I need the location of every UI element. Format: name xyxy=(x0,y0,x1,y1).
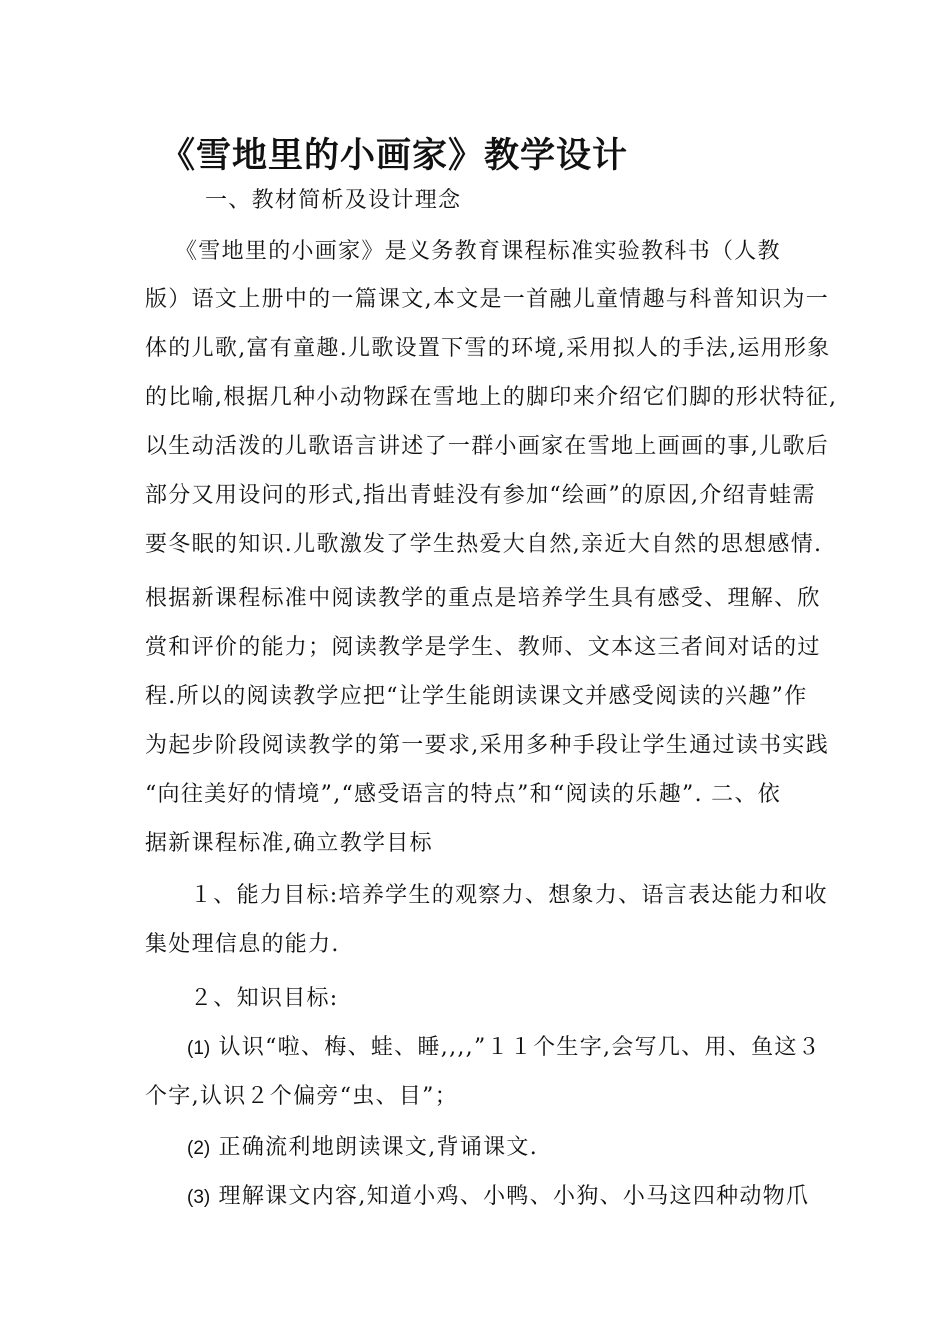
paragraph-line: 程.所以的阅读教学应把“让学生能朗读课文并感受阅读的兴趣”作 xyxy=(145,684,808,709)
paragraph-line: 以生动活泼的儿歌语言讲述了一群小画家在雪地上画画的事,儿歌后 xyxy=(145,434,829,459)
paragraph-line: 据新课程标准,确立教学目标 xyxy=(145,831,433,856)
paragraph-line: 部分又用设问的形式,指出青蛙没有参加“绘画”的原因,介绍青蛙需 xyxy=(145,483,816,508)
list-item-2 xyxy=(187,1133,857,1164)
goal1-line: １、能力目标:培养学生的观察力、想象力、语言表达能力和收 xyxy=(190,883,828,908)
paragraph-line: 为起步阶段阅读教学的第一要求,采用多种手段让学生通过读书实践 xyxy=(145,733,829,758)
item2-marker: (2) xyxy=(187,1138,211,1159)
paragraph-line: 赏和评价的能力；阅读教学是学生、教师、文本这三者间对话的过 xyxy=(145,635,821,660)
paragraph-line: 要冬眠的知识.儿歌激发了学生热爱大自然,亲近大自然的思想感情. xyxy=(145,532,823,557)
item1-marker: (1) xyxy=(187,1038,211,1059)
item2-text: 正确流利地朗读课文,背诵课文. xyxy=(218,1135,539,1160)
paragraph-line: “向往美好的情境”,“感受语言的特点”和“阅读的乐趣”. 二、依 xyxy=(145,782,782,807)
paragraph-line: 《雪地里的小画家》是义务教育课程标准实验教科书（人教 xyxy=(175,239,781,264)
item1-continuation: 个字,认识２个偏旁“虫、目”； xyxy=(145,1084,458,1109)
list-item-3 xyxy=(187,1182,857,1213)
paragraph-line: 根据新课程标准中阅读教学的重点是培养学生具有感受、理解、欣 xyxy=(145,586,821,611)
goal2-heading: ２、知识目标: xyxy=(190,986,339,1011)
list-item-1 xyxy=(187,1033,857,1064)
item1-text: 认识“啦、梅、蛙、睡,,,,”１１个生字,会写几、用、鱼这３ xyxy=(218,1035,821,1060)
document-title: 《雪地里的小画家》教学设计 xyxy=(160,135,629,176)
goal1-line: 集处理信息的能力. xyxy=(145,932,340,957)
item3-marker: (3) xyxy=(187,1187,211,1208)
paragraph-line: 版）语文上册中的一篇课文,本文是一首融儿童情趣与科普知识为一 xyxy=(145,287,829,312)
paragraph-line: 体的儿歌,富有童趣.儿歌设置下雪的环境,采用拟人的手法,运用形象 xyxy=(145,336,831,361)
section1-heading: 一、教材简析及设计理念 xyxy=(205,188,462,213)
paragraph-line: 的比喻,根据几种小动物踩在雪地上的脚印来介绍它们脚的形状特征, xyxy=(145,385,838,410)
item3-text: 理解课文内容,知道小鸡、小鸭、小狗、小马这四种动物爪 xyxy=(218,1184,810,1209)
